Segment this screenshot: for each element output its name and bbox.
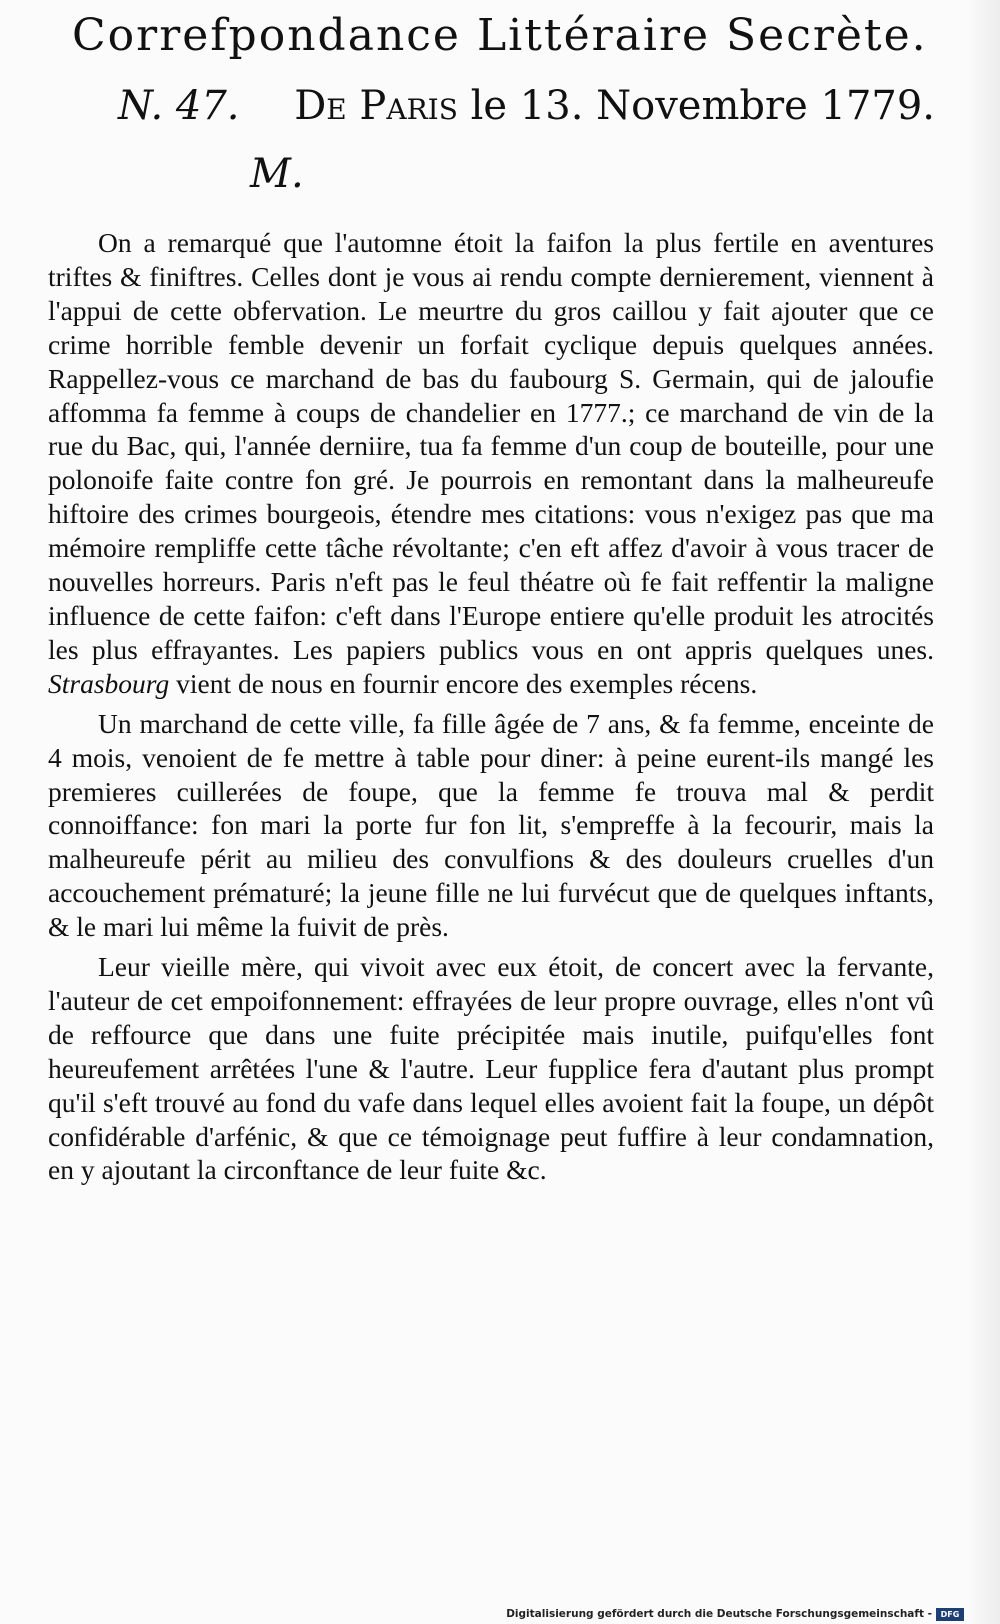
paragraph-1-text: On a remarqué que l'automne étoit la faifon la plus fertile en aventures triftes & finiftres. Celles dont je vous ai rendu compte dernierement, viennent à l'appui de cette obfervation. Le meurtre du gros caillou y fait ajouter que ce crime horrible femble devenir un forfait cyclique depuis quelques années. Rappellez-vous ce marchand de bas du faubourg S. Germain, qui de jaloufie affomma fa femme à coups de chandelier en 1777.; ce marchand de vin de la rue du Bac, qui, l'année derniire, tua fa femme d'un coup de bouteille, pour une polonoife faite contre fon gré. Je pourrois en remontant dans la malheureufe hiftoire des crimes bourgeois, étendre mes citations: vous n'exigez pas que ma mémoire rempliffe cette tâche révoltante; c'en eft affez d'avoir à vous tracer de nouvelles horreurs. Paris n'eft pas le feul théatre où fe fait reffentir la maligne influence de cette faifon: c'eft dans l'Europe entiere qu'elle produit les atrocités les plus effrayantes. Les papiers publics vous en ont appris quelques unes. xyxy=(48,227,934,665)
issue-number: N. 47. xyxy=(118,83,240,129)
page-edge-shadow xyxy=(966,0,1000,1624)
dateline-date: le 13. Novembre 1779. xyxy=(470,83,936,129)
paragraph-1-tail: vient de nous en fournir encore des exemples récens. xyxy=(169,667,758,699)
journal-title: Correfpondance Littéraire Secrète. xyxy=(72,10,928,61)
salutation: M. xyxy=(250,151,304,197)
paragraph-3: Leur vieille mère, qui vivoit avec eux étoit, de concert avec la fervante, l'auteur de cet empoifonnement: effrayées de leur propre ouvrage, elles n'ont vû de reffource que dans une fuite précipitée mais inutile, puifqu'elles font heureufement arrêtées l'une & l'autre. Leur fupplice fera d'autant plus prompt qu'il s'eft trouvé au fond du vafe dans lequel elles avoient fait la foupe, un dépôt confidérable d'arfénic, & que ce témoignage peut fuffire à leur condamnation, en y ajoutant la circonftance de leur fuite &c. xyxy=(48,951,934,1186)
letter-body xyxy=(48,226,934,1193)
issue-line xyxy=(118,76,938,136)
place-name-italic: Strasbourg xyxy=(48,667,170,699)
digitization-credit: Digitalisierung gefördert durch die Deutsche Forschungsgemeinschaft - xyxy=(506,1608,932,1620)
dateline-place: De Paris xyxy=(294,83,458,129)
dfg-logo: DFG xyxy=(936,1608,964,1621)
paragraph-2: Un marchand de cette ville, fa fille âgée de 7 ans, & fa femme, enceinte de 4 mois, venoient de fe mettre à table pour diner: à peine eurent-ils mangé les premieres cuillerées de foupe, que la femme fe trouva mal & perdit connoiffance: fon mari la porte fur fon lit, s'empreffe à la fecourir, mais la malheureufe périt au milieu des convulfions & des douleurs cruelles d'un accouchement prématuré; la jeune fille ne lui furvécut que de quelques inftants, & le mari lui même la fuivit de près. xyxy=(48,707,934,943)
paragraph-1 xyxy=(48,226,934,701)
